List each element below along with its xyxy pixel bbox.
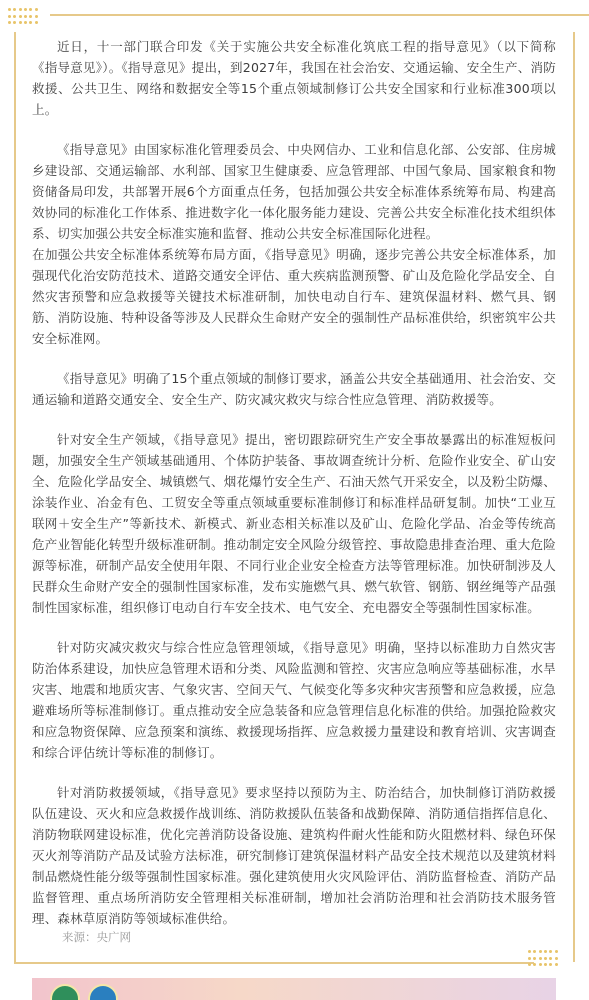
paragraph-intro: 近日，十一部门联合印发《关于实施公共安全标准化筑底工程的指导意见》（以下简称《指导意见》）。《指导意见》提出，到2027年，我国在社会治安、交通运输、安全生产、消防救援、公共卫生、网络和数据安全等15个重点领域制修订公共安全国家和行业标准300项以上。 <box>32 39 556 117</box>
frame-left-line <box>14 32 16 962</box>
paragraph-key-areas: 《指导意见》明确了15个重点领域的制修订要求，涵盖公共安全基础通用、社会治安、交通运输和道路交通安全、安全生产、防灾减灾救灾与综合性应急管理、消防救援等。 <box>32 371 556 407</box>
frame-right-line <box>573 32 575 962</box>
dot-pattern-top-left <box>8 8 38 26</box>
article-body <box>32 36 556 945</box>
paragraph-fire-rescue: 针对消防救援领域，《指导意见》要求坚持以预防为主、防治结合，加快制修订消防救援队伍建设、灭火和应急救援作战训练、消防救援队伍装备和战勤保障、消防通信指挥信息化、消防物联网建设标准，优化完善消防设备设施、建筑构件耐火性能和防火阻燃材料、绿色环保灭火剂等消防产品及试验方法标准，研究制修订建筑保温材料产品安全技术规范以及建筑材料制品燃烧性能分级等强制性国家标准。强化建筑使用火灾风险评估、消防监督检查、消防产品监督管理、重点场所消防安全管理相关标准研制，增加社会消防治理和社会消防技术服务管理、森林草原消防等领域标准供给。 <box>32 785 556 926</box>
frame-top-line <box>50 14 589 16</box>
paragraph-standard-system: 在加强公共安全标准体系统筹布局方面，《指导意见》明确，逐步完善公共安全标准体系，加强现代化治安防范技术、道路交通安全评估、重大疾病监测预警、矿山及危险化学品安全、自然灾害预警和应急救援等关键技术标准研制，加快电动自行车、建筑保温材料、燃气具、钢筋、消防设施、特种设备等涉及人民群众生命财产安全的强制性产品标准供给，织密筑牢公共安全标准网。 <box>32 247 556 346</box>
logo-icon <box>88 984 118 1000</box>
dot-pattern-bottom-right <box>528 950 558 968</box>
article-source: 来源：央广网 <box>62 930 131 944</box>
frame-bottom-line <box>14 962 534 964</box>
paragraph-production-safety: 针对安全生产领域，《指导意见》提出，密切跟踪研究生产安全事故暴露出的标准短板问题，加强安全生产领域基础通用、个体防护装备、事故调查统计分析、危险作业安全、矿山安全、危险化学品安全、城镇燃气、烟花爆竹安全生产、石油天然气开采安全，以及粉尘防爆、涂装作业、冶金有色、工贸安全等重点领域重要标准制修订和标准样品研复制。加快“工业互联网＋安全生产”等新技术、新模式、新业态相关标准以及矿山、危险化学品、冶金等传统高危产业智能化转型升级标准研制。推动制定安全风险分级管控、事故隐患排查治理、重大危险源等标准，研制产品安全使用年限、不同行业企业安全检查方法等管理标准。加快研制涉及人民群众生命财产安全的强制性国家标准，发布实施燃气具、燃气软管、钢筋、钢丝绳等产品强制性国家标准，组织修订电动自行车安全技术、电气安全、充电器安全等强制性国家标准。 <box>32 432 556 615</box>
emblem-icon <box>50 984 80 1000</box>
paragraph-issuers: 《指导意见》由国家标准化管理委员会、中央网信办、工业和信息化部、公安部、住房城乡建设部、交通运输部、水利部、国家卫生健康委、应急管理部、中国气象局、国家粮食和物资储备局印发，共部署开展6个方面重点任务，包括加强公共安全标准体系统筹布局、构建高效协同的标准化工作体系、推进数字化一体化服务能力建设、完善公共安全标准化技术组织体系、切实加强公共安全标准实施和监督、推动公共安全标准国际化进程。 <box>32 142 556 241</box>
bottom-banner-image <box>32 978 556 1000</box>
paragraph-disaster-management: 针对防灾减灾救灾与综合性应急管理领域，《指导意见》明确，坚持以标准助力自然灾害防治体系建设，加快应急管理术语和分类、风险监测和管控、灾害应急响应等基础标准，水旱灾害、地震和地质灾害、气象灾害、空间天气、气候变化等多灾种灾害预警和应急救援，应急避难场所等标准制修订。重点推动安全应急装备和应急管理信息化标准的供给。加强抢险救灾和应急物资保障、应急预案和演练、救援现场指挥、应急救援力量建设和教育培训、灾害调查和综合评估统计等标准的制修订。 <box>32 640 556 760</box>
